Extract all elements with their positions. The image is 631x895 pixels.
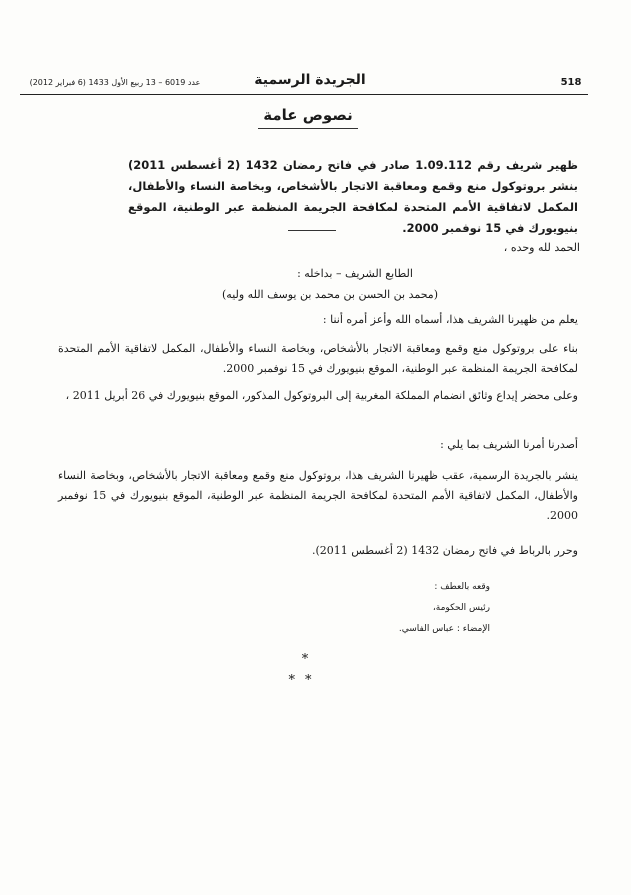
gazette-title: الجريدة الرسمية	[254, 72, 366, 88]
countersig-role: رئيس الحكومة،	[432, 603, 490, 613]
hamd-line: الحمد لله وحده ،	[503, 241, 580, 254]
header-divider	[20, 94, 588, 95]
issue-info: عدد 6019 – 13 ربيع الأول 1433 (6 فبراير 2012)	[29, 78, 201, 87]
preamble: يعلم من ظهيرنا الشريف هذا، أسماه الله وأعز أمره أننا :	[322, 313, 578, 326]
separator-stars-bottom: **	[288, 673, 322, 688]
paragraph-publication: ينشر بالجريدة الرسمية، عقب ظهيرنا الشريف هذا، بروتوكول منع وقمع ومعاقبة الاتجار بالأشخاص، وبخاصة النساء والأطفال، المكمل لاتفاقية الأمم المتحدة لمكافحة الجريمة المنظمة عبر الوطنية، الموقع بنيويورك في 15 نوفمبر 2000.	[58, 469, 578, 522]
paragraph-protocol: بناء على بروتوكول منع وقمع ومعاقبة الاتجار بالأشخاص، وبخاصة النساء والأطفال، المكمل لاتفاقية الأمم المتحدة لمكافحة الجريمة المنظمة عبر الوطنية، الموقع بنيويورك في 15 نوفمبر 2000.	[58, 342, 578, 375]
king-name-line: (محمد بن الحسن بن محمد بن يوسف الله وليه)	[222, 288, 438, 301]
section-title: نصوص عامة	[263, 106, 353, 124]
countersig-label: وقعه بالعطف :	[434, 582, 490, 592]
dahir-title: ظهير شريف رقم 1.09.112 صادر في فاتح رمضان 1432 (2 أغسطس 2011) بنشر بروتوكول منع وقمع ومعاقبة الاتجار بالأشخاص، وبخاصة النساء والأطفال، المكمل لاتفاقية الأمم المتحدة لمكافحة الجريمة المنظمة عبر الوطنية، الموقع بنيويورك في 15 نوفمبر 2000.	[128, 158, 578, 235]
promulgation-line: أصدرنا أمرنا الشريف بما يلي :	[440, 438, 578, 451]
countersignature	[360, 577, 490, 640]
page-number: 518	[560, 77, 582, 88]
royal-seal-line: الطابع الشريف – بداخله :	[297, 267, 413, 280]
separator-star-top: *	[301, 652, 309, 667]
section-underline	[258, 128, 358, 129]
countersig-signature: الإمضاء : عباس الفاسي.	[398, 624, 490, 634]
done-at-line: وحرر بالرباط في فاتح رمضان 1432 (2 أغسطس 2011).	[311, 544, 578, 557]
title-divider	[288, 230, 336, 231]
paragraph-accession: وعلى محضر إيداع وثائق انضمام المملكة المغربية إلى البروتوكول المذكور، الموقع بنيويورك في 26 أبريل 2011 ،	[65, 389, 578, 402]
